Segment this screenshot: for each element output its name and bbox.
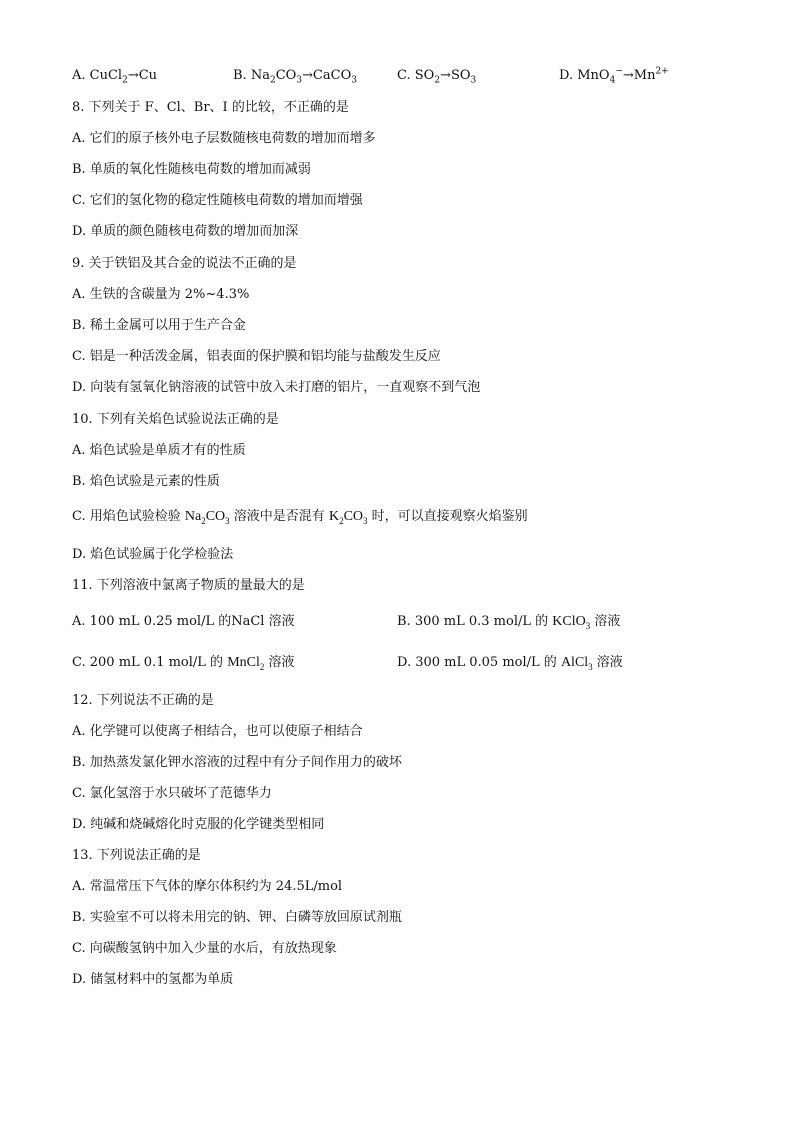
q11-option-c: C. 200 mL 0.1 mol/L 的 MnCl$_2$ 溶液 xyxy=(72,655,295,672)
q11-stem: 11. 下列溶液中氯离子物质的量最大的是 xyxy=(72,578,305,593)
q11-option-d: D. 300 mL 0.05 mol/L 的 AlCl$_3$ 溶液 xyxy=(397,655,623,672)
q12-option-a: A. 化学键可以使离子相结合，也可以使原子相结合 xyxy=(72,724,363,739)
q8-option-a: A. 它们的原子核外电子层数随核电荷数的增加而增多 xyxy=(72,131,376,146)
q9-stem: 9. 关于铁铝及其合金的说法不正确的是 xyxy=(72,256,297,271)
q9-option-a: A. 生铁的含碳量为 2%~4.3% xyxy=(72,287,250,302)
q7-option-c: C. $SO_2\to SO_3$ xyxy=(397,68,477,86)
q8-option-b: B. 单质的氧化性随核电荷数的增加而减弱 xyxy=(72,162,311,177)
q7-option-d: D. $MnO_4^-\to Mn^{2+}$ xyxy=(559,66,669,86)
q7-option-a: A. CuCl$_2$→Cu xyxy=(72,68,158,86)
q11-option-b: B. 300 mL 0.3 mol/L 的 KClO$_3$ 溶液 xyxy=(397,614,621,631)
q11-option-a: A. 100 mL 0.25 mol/L 的NaCl 溶液 xyxy=(72,614,295,629)
q8-option-d: D. 单质的颜色随核电荷数的增加而加深 xyxy=(72,224,299,239)
q13-option-b: B. 实验室不可以将未用完的钠、钾、白磷等放回原试剂瓶 xyxy=(72,910,402,925)
q8-option-c: C. 它们的氢化物的稳定性随核电荷数的增加而增强 xyxy=(72,193,363,208)
q13-option-d: D. 储氢材料中的氢都为单质 xyxy=(72,972,234,987)
q10-option-a: A. 焰色试验是单质才有的性质 xyxy=(72,443,246,458)
q10-stem: 10. 下列有关焰色试验说法正确的是 xyxy=(72,412,279,427)
q9-option-c: C. 铝是一种活泼金属，铝表面的保护膜和铝均能与盐酸发生反应 xyxy=(72,349,441,364)
q10-option-c: C. 用焰色试验检验 $Na_2CO_3$ 溶液中是否混有 $K_2CO_3$ 时，可以直接观察火焰鉴别 xyxy=(72,509,528,526)
q12-option-b: B. 加热蒸发氯化钾水溶液的过程中有分子间作用力的破坏 xyxy=(72,755,402,770)
q12-option-d: D. 纯碱和烧碱熔化时克服的化学键类型相同 xyxy=(72,817,325,832)
q10-option-b: B. 焰色试验是元素的性质 xyxy=(72,474,220,489)
q9-option-d: D. 向装有氢氧化钠溶液的试管中放入未打磨的铝片，一直观察不到气泡 xyxy=(72,380,481,395)
q7-option-b: B. $Na_2CO_3\to CaCO_3$ xyxy=(233,68,357,86)
q13-option-a: A. 常温常压下气体的摩尔体积约为 24.5L/mol xyxy=(72,879,343,894)
q9-option-b: B. 稀土金属可以用于生产合金 xyxy=(72,318,246,333)
q13-option-c: C. 向碳酸氢钠中加入少量的水后，有放热现象 xyxy=(72,941,337,956)
q8-stem: 8. 下列关于 F、Cl、Br、I 的比较，不正确的是 xyxy=(72,100,349,115)
q12-option-c: C. 氯化氢溶于水只破坏了范德华力 xyxy=(72,786,272,801)
q12-stem: 12. 下列说法不正确的是 xyxy=(72,693,214,708)
q10-option-d: D. 焰色试验属于化学检验法 xyxy=(72,547,234,562)
q13-stem: 13. 下列说法正确的是 xyxy=(72,848,201,863)
